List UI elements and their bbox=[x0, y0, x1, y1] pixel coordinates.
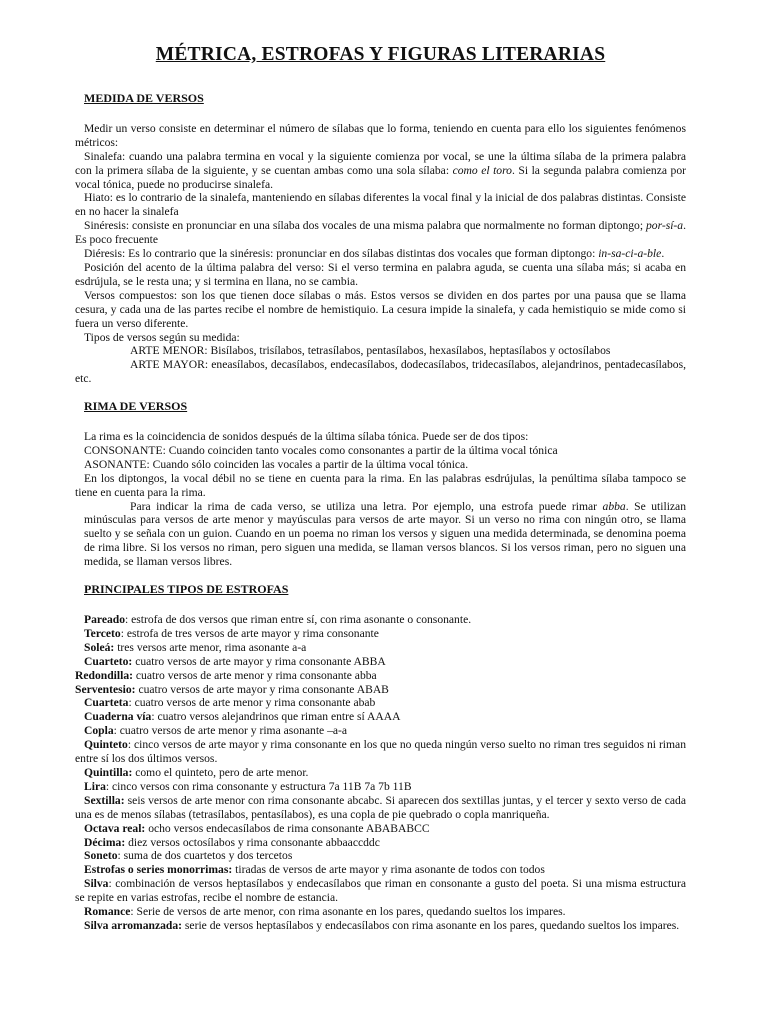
paragraph: Versos compuestos: son los que tienen doce sílabas o más. Estos versos se dividen en dos partes por una pausa que se llama cesura, y cada una de las partes recibe el nombre de hemistiquio. La cesura impide la sinalefa, y cada hemistiquio se mide como si fuera un verso diferente. bbox=[75, 288, 686, 330]
strophe-description: suma de dos cuartetos y dos tercetos bbox=[123, 849, 293, 863]
strophe-item bbox=[75, 627, 686, 641]
paragraph bbox=[75, 247, 686, 261]
strophe-list bbox=[75, 613, 686, 933]
strophe-separator: : bbox=[113, 724, 120, 738]
paragraph bbox=[75, 219, 686, 247]
paragraph: Posición del acento de la última palabra del verso: Si el verso termina en palabra aguda, se cuenta una sílaba más; si acaba en esdrújula, se le resta una; y si termina en llana, no se cambia. bbox=[75, 260, 686, 288]
strophe-separator: : bbox=[151, 710, 158, 724]
strophe-description: tiradas de versos de arte mayor y rima asonante de todos con todos bbox=[235, 863, 545, 877]
strophe-term: Lira bbox=[84, 779, 106, 793]
strophe-item bbox=[75, 849, 686, 863]
strophe-separator: : bbox=[130, 905, 137, 919]
strophe-separator: : bbox=[120, 626, 127, 640]
section-tipos-de-estrofas bbox=[75, 583, 686, 933]
strophe-separator: : bbox=[128, 696, 135, 710]
strophe-item bbox=[75, 669, 686, 683]
strophe-description: cuatro versos de arte menor y rima asonante –a-a bbox=[119, 724, 348, 738]
strophe-separator: : bbox=[125, 613, 132, 626]
paragraph: ASONANTE: Cuando sólo coinciden las vocales a partir de la última vocal tónica. bbox=[84, 457, 469, 471]
strophe-item bbox=[75, 655, 686, 669]
section-heading: RIMA DE VERSOS bbox=[84, 399, 188, 414]
strophe-term: Pareado bbox=[84, 613, 126, 626]
strophe-term: Quinteto bbox=[84, 738, 128, 752]
paragraph: Tipos de versos según su medida: bbox=[84, 330, 240, 344]
strophe-term: Soleá: bbox=[84, 640, 115, 654]
strophe-separator: : bbox=[127, 738, 135, 752]
section-heading: PRINCIPALES TIPOS DE ESTROFAS bbox=[84, 582, 289, 597]
section-medida-de-versos bbox=[75, 92, 686, 386]
section-heading: MEDIDA DE VERSOS bbox=[84, 91, 204, 105]
strophe-item bbox=[75, 613, 686, 627]
strophe-item bbox=[75, 724, 686, 738]
example-text: como el toro bbox=[452, 163, 512, 177]
strophe-description: estrofa de tres versos de arte mayor y rima consonante bbox=[126, 626, 379, 640]
paragraph: En los diptongos, la vocal débil no se tiene en cuenta para la rima. En las palabras esdrújulas, la penúltima sílaba tampoco se tiene en cuenta para la rima. bbox=[75, 471, 686, 499]
text: Diéresis: Es lo contrario que la sinéresis: pronunciar en dos sílabas distintas dos vocales que forman diptongo: bbox=[84, 247, 599, 261]
strophe-item bbox=[75, 780, 686, 794]
strophe-term: Cuarteto: bbox=[84, 654, 133, 668]
strophe-separator: : bbox=[108, 877, 116, 891]
strophe-term: Octava real: bbox=[84, 821, 146, 835]
strophe-term: Silva arromanzada: bbox=[84, 918, 183, 932]
strophe-description: cinco versos con rima consonante y estructura 7a 11B 7a 7b 11B bbox=[112, 779, 412, 793]
strophe-term: Cuaderna vía bbox=[84, 710, 152, 724]
strophe-description: tres versos arte menor, rima asonante a-a bbox=[117, 640, 307, 654]
strophe-item bbox=[75, 696, 686, 710]
strophe-description: estrofa de dos versos que riman entre sí, con rima asonante o consonante. bbox=[131, 613, 472, 626]
strophe-description: seis versos de arte menor con rima consonante abcabc. Si aparecen dos sextillas juntas, y el tercer y sexto verso de cada una es de menos sílabas (tetrasílabos, pentasílabos), es una copla de pie quebrado o copla manriqueña. bbox=[75, 793, 686, 821]
strophe-description: diez versos octosílabos y rima consonante abbaaccddc bbox=[128, 835, 380, 849]
strophe-item bbox=[75, 683, 686, 697]
example-text: abba bbox=[602, 499, 626, 513]
strophe-term: Silva bbox=[84, 877, 109, 891]
strophe-term: Redondilla: bbox=[75, 668, 133, 682]
paragraph bbox=[75, 500, 686, 570]
strophe-term: Décima: bbox=[84, 835, 126, 849]
paragraph: CONSONANTE: Cuando coinciden tanto vocales como consonantes a partir de la última vocal tónica bbox=[84, 443, 558, 457]
strophe-description: cuatro versos de arte menor y rima consonante abab bbox=[134, 696, 376, 710]
strophe-item bbox=[75, 794, 686, 822]
strophe-description: serie de versos heptasílabos y endecasílabos con rima asonante en los pares, quedando sueltos los impares. bbox=[184, 918, 680, 932]
strophe-item bbox=[75, 738, 686, 766]
strophe-description: cuatro versos alejandrinos que riman entre sí AAAA bbox=[157, 710, 401, 724]
strophe-item bbox=[75, 766, 686, 780]
text: . Se utilizan minúsculas para versos de arte menor y mayúsculas para versos de arte mayor. Si un verso no rima con ningún otro, se llama suelto y se señala con un guion. Cuando en un poema no riman los versos y siguen una medida determinada, se denomina poema de rima libre. Si los versos no riman, pero siguen una medida, se llaman versos blancos. Si los versos riman, pero no siguen una medida, se llaman versos libres. bbox=[84, 499, 686, 569]
text: . Si la segunda palabra comienza por vocal tónica, puede no producirse sinalefa. bbox=[75, 163, 686, 191]
strophe-description: cinco versos de arte mayor y rima consonante en los que no queda ningún verso suelto no riman tres seguidos ni riman entre sí los dos últimos versos. bbox=[75, 738, 686, 766]
strophe-item bbox=[75, 822, 686, 836]
strophe-item bbox=[75, 877, 686, 905]
strophe-separator: : bbox=[117, 849, 124, 863]
strophe-item bbox=[75, 919, 686, 933]
strophe-description: combinación de versos heptasílabos y endecasílabos que riman en consonante a gusto del poeta. Si una misma estructura se repite en varias estrofas, recibe el nombre de estancia. bbox=[75, 877, 686, 905]
strophe-description: cuatro versos de arte mayor y rima consonante ABBA bbox=[135, 654, 386, 668]
strophe-term: Quintilla: bbox=[84, 765, 133, 779]
strophe-term: Serventesio: bbox=[75, 682, 136, 696]
paragraph bbox=[75, 150, 686, 192]
strophe-term: Romance bbox=[84, 905, 131, 919]
paragraph: ARTE MENOR: Bisílabos, trisílabos, tetrasílabos, pentasílabos, hexasílabos, heptasílabos y octosílabos bbox=[130, 344, 611, 358]
paragraph: La rima es la coincidencia de sonidos después de la última sílaba tónica. Puede ser de dos tipos: bbox=[84, 430, 529, 444]
strophe-description: como el quinteto, pero de arte menor. bbox=[135, 765, 309, 779]
text: Para indicar la rima de cada verso, se utiliza una letra. Por ejemplo, una estrofa puede rimar bbox=[130, 499, 603, 513]
page-title: MÉTRICA, ESTROFAS Y FIGURAS LITERARIAS bbox=[155, 44, 606, 65]
example-text: por-sí-a bbox=[645, 219, 684, 233]
paragraph: Medir un verso consiste en determinar el número de sílabas que lo forma, teniendo en cuenta para ello los siguientes fenómenos métricos: bbox=[75, 121, 686, 149]
strophe-term: Terceto bbox=[84, 626, 121, 640]
strophe-term: Estrofas o series monorrimas: bbox=[84, 863, 233, 877]
text: Sinéresis: consiste en pronunciar en una sílaba dos vocales de una misma palabra que normalmente no forman diptongo; bbox=[84, 219, 646, 233]
strophe-item bbox=[75, 836, 686, 850]
section-rima-de-versos bbox=[75, 400, 686, 569]
strophe-separator: : bbox=[105, 779, 113, 793]
strophe-description: cuatro versos de arte menor y rima consonante abba bbox=[135, 668, 377, 682]
text: . Es poco frecuente bbox=[75, 219, 686, 247]
strophe-description: cuatro versos de arte mayor y rima consonante ABAB bbox=[138, 682, 389, 696]
strophe-description: ocho versos endecasílabos de rima consonante ABABABCC bbox=[148, 821, 430, 835]
strophe-term: Soneto bbox=[84, 849, 118, 863]
strophe-term: Sextilla: bbox=[84, 793, 125, 807]
strophe-item bbox=[75, 863, 686, 877]
strophe-term: Copla bbox=[84, 724, 114, 738]
example-text: in-sa-ci-a-ble bbox=[598, 247, 662, 261]
strophe-item bbox=[75, 905, 686, 919]
text: Sinalefa: cuando una palabra termina en vocal y la siguiente comienza por vocal, se une la última sílaba de la primera palabra con la primera sílaba de la siguiente, y se cuentan ambas como una sola sílaba: bbox=[75, 149, 686, 177]
paragraph: Hiato: es lo contrario de la sinalefa, manteniendo en sílabas diferentes la vocal final y la inicial de dos palabras distintas. Consiste en no hacer la sinalefa bbox=[75, 191, 686, 219]
strophe-term: Cuarteta bbox=[84, 696, 129, 710]
text: . bbox=[661, 247, 665, 261]
strophe-description: Serie de versos de arte menor, con rima asonante en los pares, quedando sueltos los impares. bbox=[136, 905, 566, 919]
strophe-item bbox=[75, 641, 686, 655]
paragraph: ARTE MAYOR: eneasílabos, decasílabos, endecasílabos, dodecasílabos, tridecasílabos, alejandrinos, pentadecasílabos, etc. bbox=[75, 358, 686, 386]
strophe-item bbox=[75, 710, 686, 724]
